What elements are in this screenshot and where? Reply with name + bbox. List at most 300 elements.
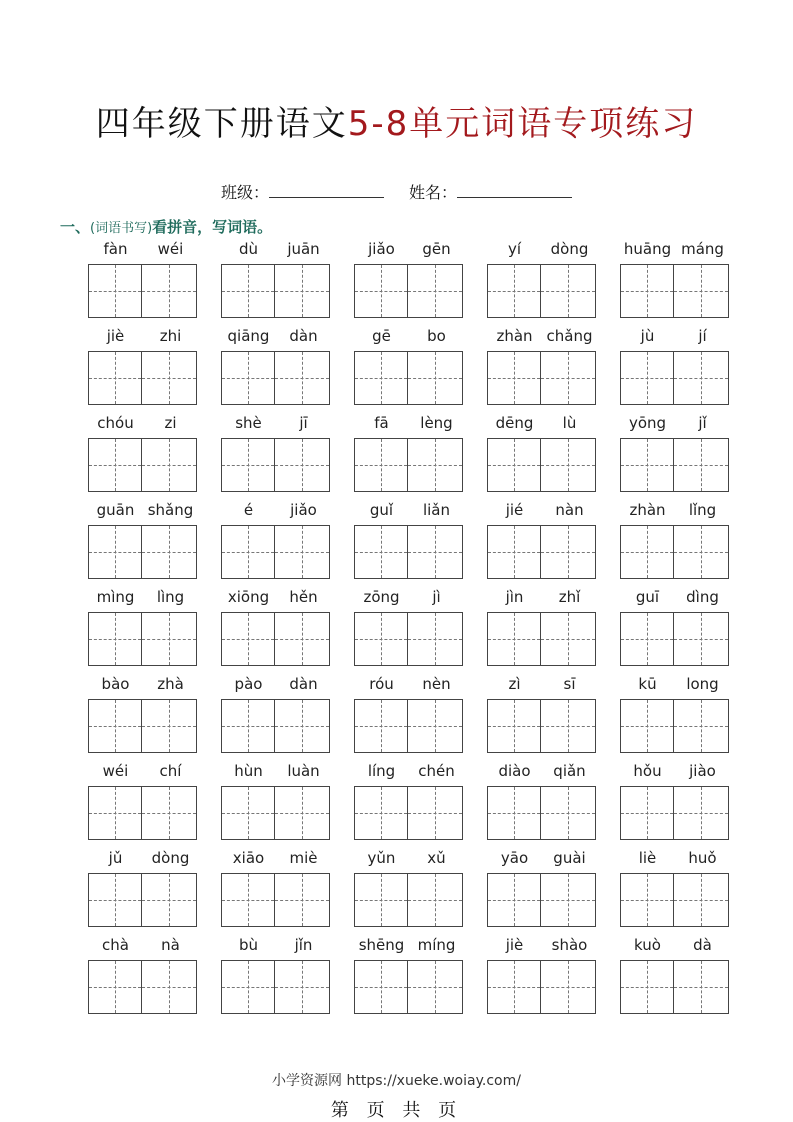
pinyin-syllable: yǔn (367, 849, 396, 867)
tianzige-cell[interactable] (354, 351, 408, 405)
pinyin-syllable: shào (551, 936, 588, 954)
tianzige-cell[interactable] (674, 612, 729, 666)
tianzige-cell[interactable] (620, 786, 674, 840)
word-item (88, 934, 221, 1021)
word-item (487, 586, 620, 673)
tianzige-cell[interactable] (142, 960, 197, 1014)
tianzige-cell[interactable] (408, 612, 463, 666)
tianzige-cell[interactable] (221, 960, 275, 1014)
pinyin-line (221, 847, 354, 873)
writing-boxes (487, 699, 620, 753)
tianzige-cell[interactable] (408, 264, 463, 318)
tianzige-cell[interactable] (620, 873, 674, 927)
writing-boxes (88, 612, 221, 666)
writing-boxes (221, 525, 354, 579)
pinyin-syllable: zōng (363, 588, 400, 606)
tianzige-cell[interactable] (142, 264, 197, 318)
pinyin-syllable: yāo (500, 849, 529, 867)
tianzige-cell[interactable] (487, 438, 541, 492)
pinyin-line (354, 847, 487, 873)
word-item (88, 673, 221, 760)
pinyin-syllable: chí (159, 762, 182, 780)
word-item (354, 325, 487, 412)
pinyin-line (88, 760, 221, 786)
word-item (221, 934, 354, 1021)
word-item (221, 760, 354, 847)
tianzige-cell[interactable] (142, 351, 197, 405)
tianzige-cell[interactable] (88, 525, 142, 579)
pinyin-syllable: é (243, 501, 254, 519)
pinyin-line (221, 238, 354, 264)
tianzige-cell[interactable] (620, 960, 674, 1014)
word-item (487, 325, 620, 412)
tianzige-cell[interactable] (674, 264, 729, 318)
tianzige-cell[interactable] (487, 960, 541, 1014)
pinyin-line (354, 934, 487, 960)
pinyin-syllable: jiè (106, 327, 125, 345)
pinyin-syllable: mìng (96, 588, 135, 606)
tianzige-cell[interactable] (221, 525, 275, 579)
pinyin-syllable: guǐ (369, 501, 394, 519)
writing-boxes (354, 786, 487, 840)
word-row (88, 412, 738, 499)
tianzige-cell[interactable] (541, 438, 596, 492)
pinyin-line (354, 238, 487, 264)
name-label: 姓名： (409, 183, 458, 202)
word-item (487, 673, 620, 760)
pinyin-syllable: diào (498, 762, 531, 780)
writing-boxes (620, 786, 753, 840)
word-item (221, 499, 354, 586)
tianzige-cell[interactable] (541, 525, 596, 579)
writing-boxes (88, 525, 221, 579)
tianzige-cell[interactable] (354, 525, 408, 579)
word-item (620, 934, 753, 1021)
pinyin-syllable: bào (101, 675, 130, 693)
pinyin-syllable: dòng (550, 240, 589, 258)
pinyin-syllable: jǐ (698, 414, 707, 432)
word-item (620, 847, 753, 934)
class-field (221, 180, 384, 203)
word-item (354, 934, 487, 1021)
tianzige-cell[interactable] (487, 786, 541, 840)
pinyin-syllable: zhàn (629, 501, 666, 519)
tianzige-cell[interactable] (408, 438, 463, 492)
tianzige-cell[interactable] (275, 699, 330, 753)
pinyin-syllable: jī (299, 414, 308, 432)
tianzige-cell[interactable] (674, 960, 729, 1014)
pinyin-line (221, 934, 354, 960)
tianzige-cell[interactable] (408, 786, 463, 840)
writing-boxes (620, 960, 753, 1014)
pinyin-syllable: yí (507, 240, 522, 258)
pinyin-syllable: zì (508, 675, 521, 693)
pinyin-syllable: dìng (686, 588, 719, 606)
writing-boxes (620, 351, 753, 405)
pinyin-syllable: hěn (289, 588, 318, 606)
tianzige-cell[interactable] (88, 612, 142, 666)
tianzige-cell[interactable] (142, 612, 197, 666)
tianzige-cell[interactable] (674, 351, 729, 405)
pinyin-syllable: bo (427, 327, 446, 345)
pinyin-syllable: dēng (495, 414, 534, 432)
pinyin-line (620, 238, 753, 264)
tianzige-cell[interactable] (620, 699, 674, 753)
writing-boxes (354, 873, 487, 927)
pinyin-line (221, 325, 354, 351)
pinyin-syllable: xǔ (427, 849, 446, 867)
pinyin-syllable: bù (238, 936, 259, 954)
tianzige-cell[interactable] (275, 612, 330, 666)
writing-boxes (354, 612, 487, 666)
name-input-line[interactable] (457, 183, 572, 198)
tianzige-cell[interactable] (487, 612, 541, 666)
tianzige-cell[interactable] (275, 264, 330, 318)
pinyin-syllable: zhàn (496, 327, 533, 345)
word-item (487, 760, 620, 847)
tianzige-cell[interactable] (275, 351, 330, 405)
tianzige-cell[interactable] (88, 264, 142, 318)
tianzige-cell[interactable] (275, 525, 330, 579)
tianzige-cell[interactable] (221, 612, 275, 666)
pinyin-syllable: máng (681, 240, 724, 258)
pinyin-syllable: long (686, 675, 719, 693)
tianzige-cell[interactable] (142, 873, 197, 927)
pinyin-line (88, 586, 221, 612)
pinyin-syllable: zhi (159, 327, 182, 345)
tianzige-cell[interactable] (408, 873, 463, 927)
tianzige-cell[interactable] (142, 786, 197, 840)
tianzige-cell[interactable] (88, 351, 142, 405)
pinyin-syllable: luàn (287, 762, 320, 780)
pinyin-line (354, 412, 487, 438)
pinyin-syllable: guān (96, 501, 135, 519)
writing-boxes (487, 525, 620, 579)
tianzige-cell[interactable] (88, 699, 142, 753)
writing-boxes (88, 699, 221, 753)
pinyin-line (88, 325, 221, 351)
pinyin-syllable: nà (161, 936, 180, 954)
tianzige-cell[interactable] (354, 612, 408, 666)
writing-boxes (354, 525, 487, 579)
tianzige-cell[interactable] (408, 525, 463, 579)
writing-boxes (620, 438, 753, 492)
pinyin-syllable: chén (418, 762, 455, 780)
writing-boxes (354, 264, 487, 318)
word-item (221, 325, 354, 412)
writing-boxes (88, 873, 221, 927)
word-row (88, 238, 738, 325)
writing-boxes (221, 699, 354, 753)
tianzige-cell[interactable] (487, 351, 541, 405)
student-info (0, 180, 793, 203)
tianzige-cell[interactable] (541, 786, 596, 840)
tianzige-cell[interactable] (541, 873, 596, 927)
pinyin-line (354, 673, 487, 699)
pinyin-syllable: dàn (289, 675, 318, 693)
title-part-2: 5-8单元词语专项练习 (347, 104, 698, 144)
pinyin-syllable: dòng (151, 849, 190, 867)
writing-boxes (221, 612, 354, 666)
pinyin-syllable: jì (432, 588, 441, 606)
tianzige-cell[interactable] (142, 438, 197, 492)
tianzige-cell[interactable] (487, 699, 541, 753)
pinyin-syllable: qiāng (227, 327, 270, 345)
pinyin-line (354, 499, 487, 525)
word-item (487, 934, 620, 1021)
writing-boxes (620, 699, 753, 753)
word-item (88, 586, 221, 673)
pinyin-syllable: juān (287, 240, 320, 258)
writing-boxes (354, 699, 487, 753)
pinyin-syllable: fā (374, 414, 389, 432)
tianzige-cell[interactable] (221, 699, 275, 753)
tianzige-cell[interactable] (354, 699, 408, 753)
tianzige-cell[interactable] (354, 873, 408, 927)
pinyin-line (487, 934, 620, 960)
pinyin-line (487, 847, 620, 873)
word-item (487, 847, 620, 934)
word-row (88, 847, 738, 934)
tianzige-cell[interactable] (275, 438, 330, 492)
pinyin-syllable: chà (102, 936, 129, 954)
tianzige-cell[interactable] (487, 264, 541, 318)
tianzige-cell[interactable] (275, 786, 330, 840)
footer-page-number: 第 页 共 页 (330, 1100, 463, 1121)
pinyin-syllable: jìn (505, 588, 524, 606)
word-item (221, 673, 354, 760)
tianzige-cell[interactable] (408, 699, 463, 753)
tianzige-cell[interactable] (674, 873, 729, 927)
writing-boxes (620, 612, 753, 666)
writing-boxes (487, 786, 620, 840)
pinyin-line (487, 238, 620, 264)
tianzige-cell[interactable] (221, 786, 275, 840)
word-item (88, 760, 221, 847)
footer-site: 小学资源网 https://xueke.woiay.com/ (272, 1073, 521, 1089)
pinyin-syllable: nàn (555, 501, 584, 519)
pinyin-line (88, 412, 221, 438)
pinyin-syllable: zhǐ (558, 588, 581, 606)
pinyin-syllable: chǎng (546, 327, 593, 345)
pinyin-syllable: jí (698, 327, 707, 345)
pinyin-syllable: kū (638, 675, 657, 693)
writing-boxes (221, 264, 354, 318)
tianzige-cell[interactable] (541, 699, 596, 753)
word-item (487, 238, 620, 325)
word-item (88, 847, 221, 934)
writing-boxes (88, 438, 221, 492)
writing-boxes (221, 351, 354, 405)
pinyin-syllable: jǔ (108, 849, 123, 867)
tianzige-cell[interactable] (354, 960, 408, 1014)
writing-boxes (88, 960, 221, 1014)
pinyin-syllable: guài (553, 849, 586, 867)
pinyin-syllable: jù (640, 327, 655, 345)
pinyin-line (487, 760, 620, 786)
pinyin-syllable: gē (372, 327, 391, 345)
pinyin-syllable: sī (563, 675, 576, 693)
pinyin-line (221, 412, 354, 438)
word-item (88, 412, 221, 499)
pinyin-line (620, 499, 753, 525)
writing-boxes (620, 873, 753, 927)
word-item (620, 238, 753, 325)
word-item (354, 847, 487, 934)
section-prefix: 一、 (60, 218, 91, 236)
pinyin-syllable: jǐn (294, 936, 313, 954)
word-item (354, 238, 487, 325)
tianzige-cell[interactable] (275, 960, 330, 1014)
word-item (221, 238, 354, 325)
word-row (88, 499, 738, 586)
pinyin-syllable: zhà (157, 675, 184, 693)
word-row (88, 586, 738, 673)
pinyin-syllable: guī (635, 588, 660, 606)
tianzige-cell[interactable] (620, 612, 674, 666)
tianzige-cell[interactable] (620, 351, 674, 405)
pinyin-line (354, 760, 487, 786)
pinyin-syllable: róu (369, 675, 394, 693)
pinyin-line (620, 847, 753, 873)
pinyin-syllable: lèng (420, 414, 453, 432)
page-title (0, 96, 793, 145)
pinyin-syllable: hùn (234, 762, 263, 780)
word-row (88, 760, 738, 847)
word-item (221, 586, 354, 673)
writing-boxes (354, 960, 487, 1014)
pinyin-syllable: yōng (628, 414, 667, 432)
section-title (60, 216, 272, 237)
tianzige-cell[interactable] (487, 873, 541, 927)
writing-boxes (487, 873, 620, 927)
tianzige-cell[interactable] (620, 525, 674, 579)
tianzige-cell[interactable] (142, 699, 197, 753)
word-grid (88, 238, 738, 1021)
pinyin-syllable: dà (693, 936, 712, 954)
word-item (354, 499, 487, 586)
word-item (620, 499, 753, 586)
pinyin-line (221, 760, 354, 786)
pinyin-syllable: jiè (505, 936, 524, 954)
tianzige-cell[interactable] (408, 351, 463, 405)
writing-boxes (620, 264, 753, 318)
tianzige-cell[interactable] (221, 264, 275, 318)
writing-boxes (487, 960, 620, 1014)
pinyin-line (620, 325, 753, 351)
pinyin-syllable: jiǎo (290, 501, 317, 519)
pinyin-syllable: shǎng (147, 501, 194, 519)
pinyin-syllable: dù (238, 240, 259, 258)
word-row (88, 325, 738, 412)
word-item (620, 586, 753, 673)
pinyin-syllable: xiōng (227, 588, 270, 606)
tianzige-cell[interactable] (221, 351, 275, 405)
tianzige-cell[interactable] (88, 873, 142, 927)
tianzige-cell[interactable] (221, 873, 275, 927)
tianzige-cell[interactable] (541, 612, 596, 666)
tianzige-cell[interactable] (408, 960, 463, 1014)
writing-boxes (487, 612, 620, 666)
word-item (620, 325, 753, 412)
writing-boxes (221, 438, 354, 492)
pinyin-line (221, 586, 354, 612)
pinyin-syllable: jié (505, 501, 524, 519)
word-item (620, 673, 753, 760)
tianzige-cell[interactable] (275, 873, 330, 927)
pinyin-syllable: shēng (358, 936, 405, 954)
tianzige-cell[interactable] (354, 438, 408, 492)
pinyin-syllable: hǒu (633, 762, 662, 780)
pinyin-syllable: pào (234, 675, 263, 693)
word-item (221, 847, 354, 934)
class-label: 班级： (220, 183, 269, 202)
writing-boxes (88, 786, 221, 840)
tianzige-cell[interactable] (541, 351, 596, 405)
pinyin-syllable: wéi (157, 240, 184, 258)
tianzige-cell[interactable] (88, 786, 142, 840)
pinyin-line (487, 412, 620, 438)
word-item (88, 499, 221, 586)
word-item (221, 412, 354, 499)
pinyin-syllable: huǒ (688, 849, 717, 867)
pinyin-line (487, 673, 620, 699)
pinyin-syllable: miè (289, 849, 318, 867)
pinyin-syllable: huāng (623, 240, 672, 258)
tianzige-cell[interactable] (620, 438, 674, 492)
tianzige-cell[interactable] (541, 264, 596, 318)
tianzige-cell[interactable] (674, 699, 729, 753)
word-row (88, 673, 738, 760)
pinyin-line (221, 499, 354, 525)
writing-boxes (221, 873, 354, 927)
tianzige-cell[interactable] (88, 438, 142, 492)
pinyin-syllable: lǐng (688, 501, 717, 519)
word-item (487, 499, 620, 586)
tianzige-cell[interactable] (620, 264, 674, 318)
pinyin-line (221, 673, 354, 699)
tianzige-cell[interactable] (221, 438, 275, 492)
pinyin-line (620, 760, 753, 786)
tianzige-cell[interactable] (142, 525, 197, 579)
tianzige-cell[interactable] (674, 525, 729, 579)
tianzige-cell[interactable] (354, 264, 408, 318)
pinyin-line (354, 586, 487, 612)
pinyin-syllable: qiǎn (553, 762, 586, 780)
tianzige-cell[interactable] (674, 786, 729, 840)
word-item (354, 412, 487, 499)
tianzige-cell[interactable] (88, 960, 142, 1014)
pinyin-line (88, 499, 221, 525)
pinyin-syllable: gēn (422, 240, 451, 258)
word-item (620, 412, 753, 499)
writing-boxes (88, 351, 221, 405)
tianzige-cell[interactable] (541, 960, 596, 1014)
word-item (354, 673, 487, 760)
pinyin-syllable: kuò (634, 936, 661, 954)
pinyin-syllable: nèn (422, 675, 451, 693)
class-input-line[interactable] (269, 183, 384, 198)
word-item (354, 760, 487, 847)
word-item (88, 238, 221, 325)
word-item (88, 325, 221, 412)
title-part-1: 四年级下册语文 (95, 104, 348, 144)
pinyin-line (487, 325, 620, 351)
pinyin-syllable: lù (562, 414, 577, 432)
tianzige-cell[interactable] (487, 525, 541, 579)
tianzige-cell[interactable] (354, 786, 408, 840)
tianzige-cell[interactable] (674, 438, 729, 492)
